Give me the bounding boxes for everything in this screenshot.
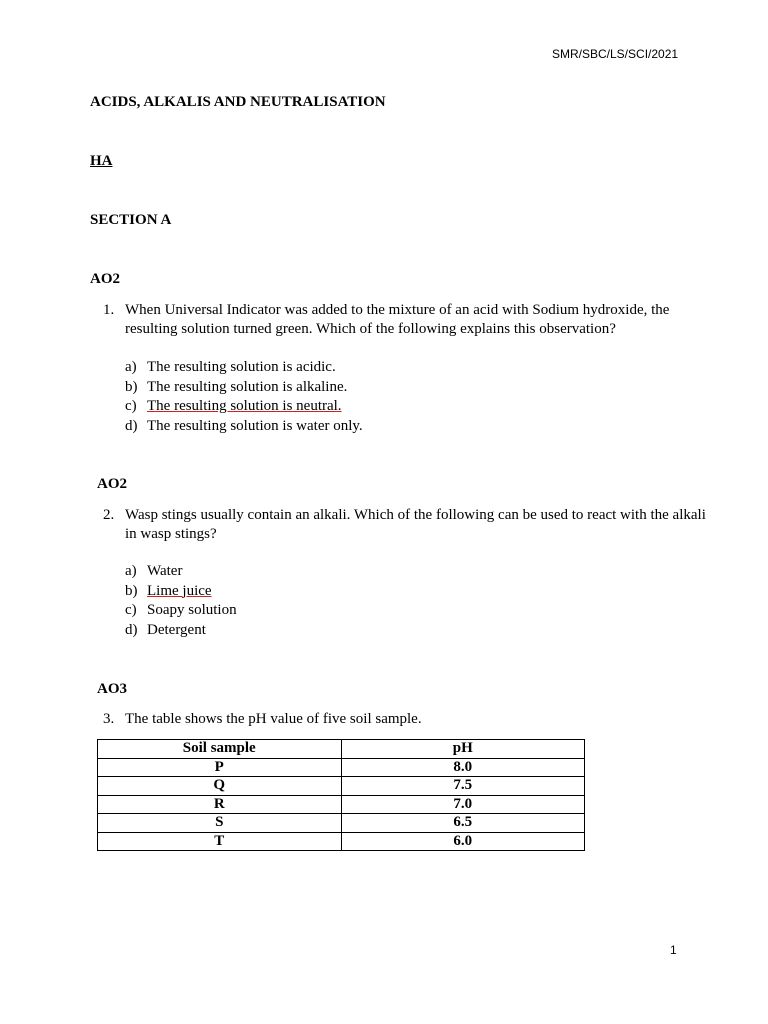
q1-option-d: d) The resulting solution is water only. bbox=[125, 417, 363, 434]
soil-ph-table bbox=[97, 739, 585, 851]
document-subtitle: HA bbox=[90, 153, 113, 169]
table-cell: 6.5 bbox=[341, 814, 585, 833]
q2-number: 2. bbox=[103, 507, 115, 523]
question-1 bbox=[103, 301, 715, 339]
q2-option-d: d) Detergent bbox=[125, 621, 206, 638]
table-cell: T bbox=[98, 832, 342, 851]
document-title: ACIDS, ALKALIS AND NEUTRALISATION bbox=[90, 94, 386, 110]
table-cell: Q bbox=[98, 777, 342, 796]
table-row bbox=[98, 832, 585, 851]
q1-text: When Universal Indicator was added to the mixture of an acid with Sodium hydroxide, the resulting solution turned green. Which of the following explains this observation? bbox=[125, 302, 670, 337]
q3-number: 3. bbox=[103, 711, 115, 727]
page-number: 1 bbox=[670, 943, 677, 957]
table-row bbox=[98, 758, 585, 777]
q1-options bbox=[125, 358, 363, 436]
table-header-row bbox=[98, 740, 585, 759]
table-header-cell: pH bbox=[341, 740, 585, 759]
q3-text: The table shows the pH value of five soil sample. bbox=[125, 711, 422, 727]
table-header-cell: Soil sample bbox=[98, 740, 342, 759]
table-cell: R bbox=[98, 795, 342, 814]
q1-option-b: b) The resulting solution is alkaline. bbox=[125, 378, 348, 395]
q2-ao-label: AO2 bbox=[97, 476, 127, 492]
q3-ao-label: AO3 bbox=[97, 681, 127, 697]
table-cell: 7.5 bbox=[341, 777, 585, 796]
q1-option-c: c) The resulting solution is neutral. bbox=[125, 398, 342, 414]
question-2 bbox=[103, 506, 715, 544]
q1-ao-label: AO2 bbox=[90, 271, 120, 287]
q1-option-a: a) The resulting solution is acidic. bbox=[125, 359, 336, 375]
table-row bbox=[98, 814, 585, 833]
section-heading: SECTION A bbox=[90, 212, 172, 228]
table-row bbox=[98, 795, 585, 814]
document-code: SMR/SBC/LS/SCI/2021 bbox=[552, 47, 679, 61]
table-cell: 6.0 bbox=[341, 832, 585, 851]
q2-text: Wasp stings usually contain an alkali. Which of the following can be used to react with the alkali in wasp stings? bbox=[125, 507, 706, 542]
question-3 bbox=[103, 710, 715, 729]
table-cell: 8.0 bbox=[341, 758, 585, 777]
q2-option-b: b) Lime juice bbox=[125, 582, 212, 599]
q1-number: 1. bbox=[103, 302, 115, 318]
table-cell: 7.0 bbox=[341, 795, 585, 814]
table-row bbox=[98, 777, 585, 796]
q2-options bbox=[125, 562, 237, 640]
q2-option-a: a) Water bbox=[125, 563, 183, 579]
q2-option-c: c) Soapy solution bbox=[125, 602, 237, 618]
table-cell: S bbox=[98, 814, 342, 833]
table-cell: P bbox=[98, 758, 342, 777]
